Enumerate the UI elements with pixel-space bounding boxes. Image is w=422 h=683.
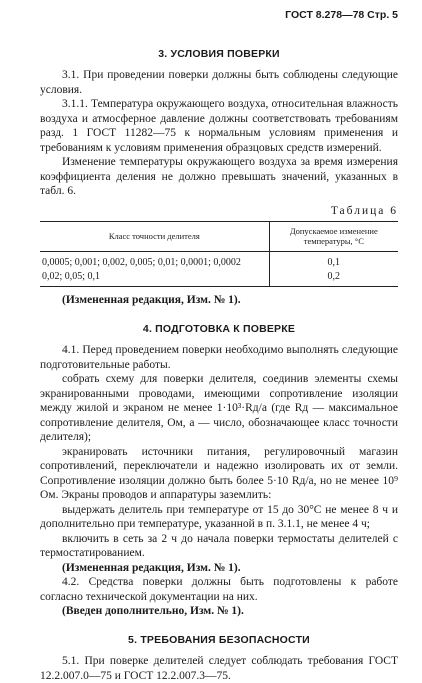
table-cell-class: 0,0005; 0,001; 0,002, 0,005; 0,01; 0,0001; 0,0002 xyxy=(40,252,269,270)
s4-paragraph-5: включить в сеть за 2 ч до начала поверки термостаты делителей с термостатированием. xyxy=(40,532,398,559)
document-page xyxy=(40,8,398,683)
table-6 xyxy=(40,221,398,287)
amendment-note: (Измененная редакция, Изм. № 1). xyxy=(62,561,241,574)
table-cell-temperature: 0,2 xyxy=(269,270,398,287)
table-row xyxy=(40,270,398,287)
table-cell-class: 0,02; 0,05; 0,1 xyxy=(40,270,269,287)
s4-paragraph-2: собрать схему для поверки делителя, соединив элементы схемы экранированными проводами, имеющими сопротивление изоляции между жилой и экраном не менее 1·10³·Rд/a (где Rд — максимальное сопротивление делителя, Ом, a — число, обозначающее класс точности делителя); xyxy=(40,373,398,443)
s5-paragraph-1: 5.1. При поверке делителей следует соблюдать требования ГОСТ 12.2.007.0—75 и ГОСТ 12.2.007.3—75. xyxy=(40,655,398,682)
page-header: ГОСТ 8.278—78 Стр. 5 xyxy=(285,9,398,21)
table-cell-temperature: 0,1 xyxy=(327,257,341,268)
amendment-note: (Измененная редакция, Изм. № 1). xyxy=(62,294,241,306)
s4-paragraph-1: 4.1. Перед проведением поверки необходимо выполнять следующие подготовительные работы. xyxy=(40,344,398,371)
section-5-title: 5. ТРЕБОВАНИЯ БЕЗОПАСНОСТИ xyxy=(128,633,310,646)
s4-paragraph-6: 4.2. Средства поверки должны быть подготовлены к работе согласно технической документации на них. xyxy=(40,576,398,603)
table-row xyxy=(40,252,398,270)
s3-paragraph-2: 3.1.1. Температура окружающего воздуха, относительная влажность воздуха и атмосферное давление должны соответствовать требованиям разд. 1 ГОСТ 11282—75 к нормальным условиям применения и требованиям к условиям применения образцовых средств измерений. xyxy=(40,98,398,154)
s4-paragraph-4: выдержать делитель при температуре от 15 до 30°С не менее 8 ч и дополнительно при температуре, указанной в п. 3.1.1, не менее 4 ч; xyxy=(40,503,398,530)
s3-paragraph-1: 3.1. При проведении поверки должны быть соблюдены следующие условия. xyxy=(40,69,398,96)
section-4-title: 4. ПОДГОТОВКА К ПОВЕРКЕ xyxy=(142,322,296,335)
introduction-note: (Введен дополнительно, Изм. № 1). xyxy=(62,605,244,617)
s4-paragraph-3: экранировать источники питания, регулировочный магазин сопротивлений, переключатели и надежно изолировать их от земли. Сопротивление изоляции должно быть более 5·10 Rд/a, но не менее 10⁹ Ом. Экраны проводов и аппаратуры заземлить: xyxy=(40,445,398,501)
table-header-class: Класс точности делителя xyxy=(40,222,269,252)
table-caption: Таблица 6 xyxy=(330,204,398,217)
table-header-temperature: Допускаемое изменение температуры, °С xyxy=(269,222,398,252)
s3-paragraph-3: Изменение температуры окружающего воздуха за время измерения коэффициента деления не должно превышать значений, указанных в табл. 6. xyxy=(40,156,398,197)
section-3-title: 3. УСЛОВИЯ ПОВЕРКИ xyxy=(158,47,280,60)
